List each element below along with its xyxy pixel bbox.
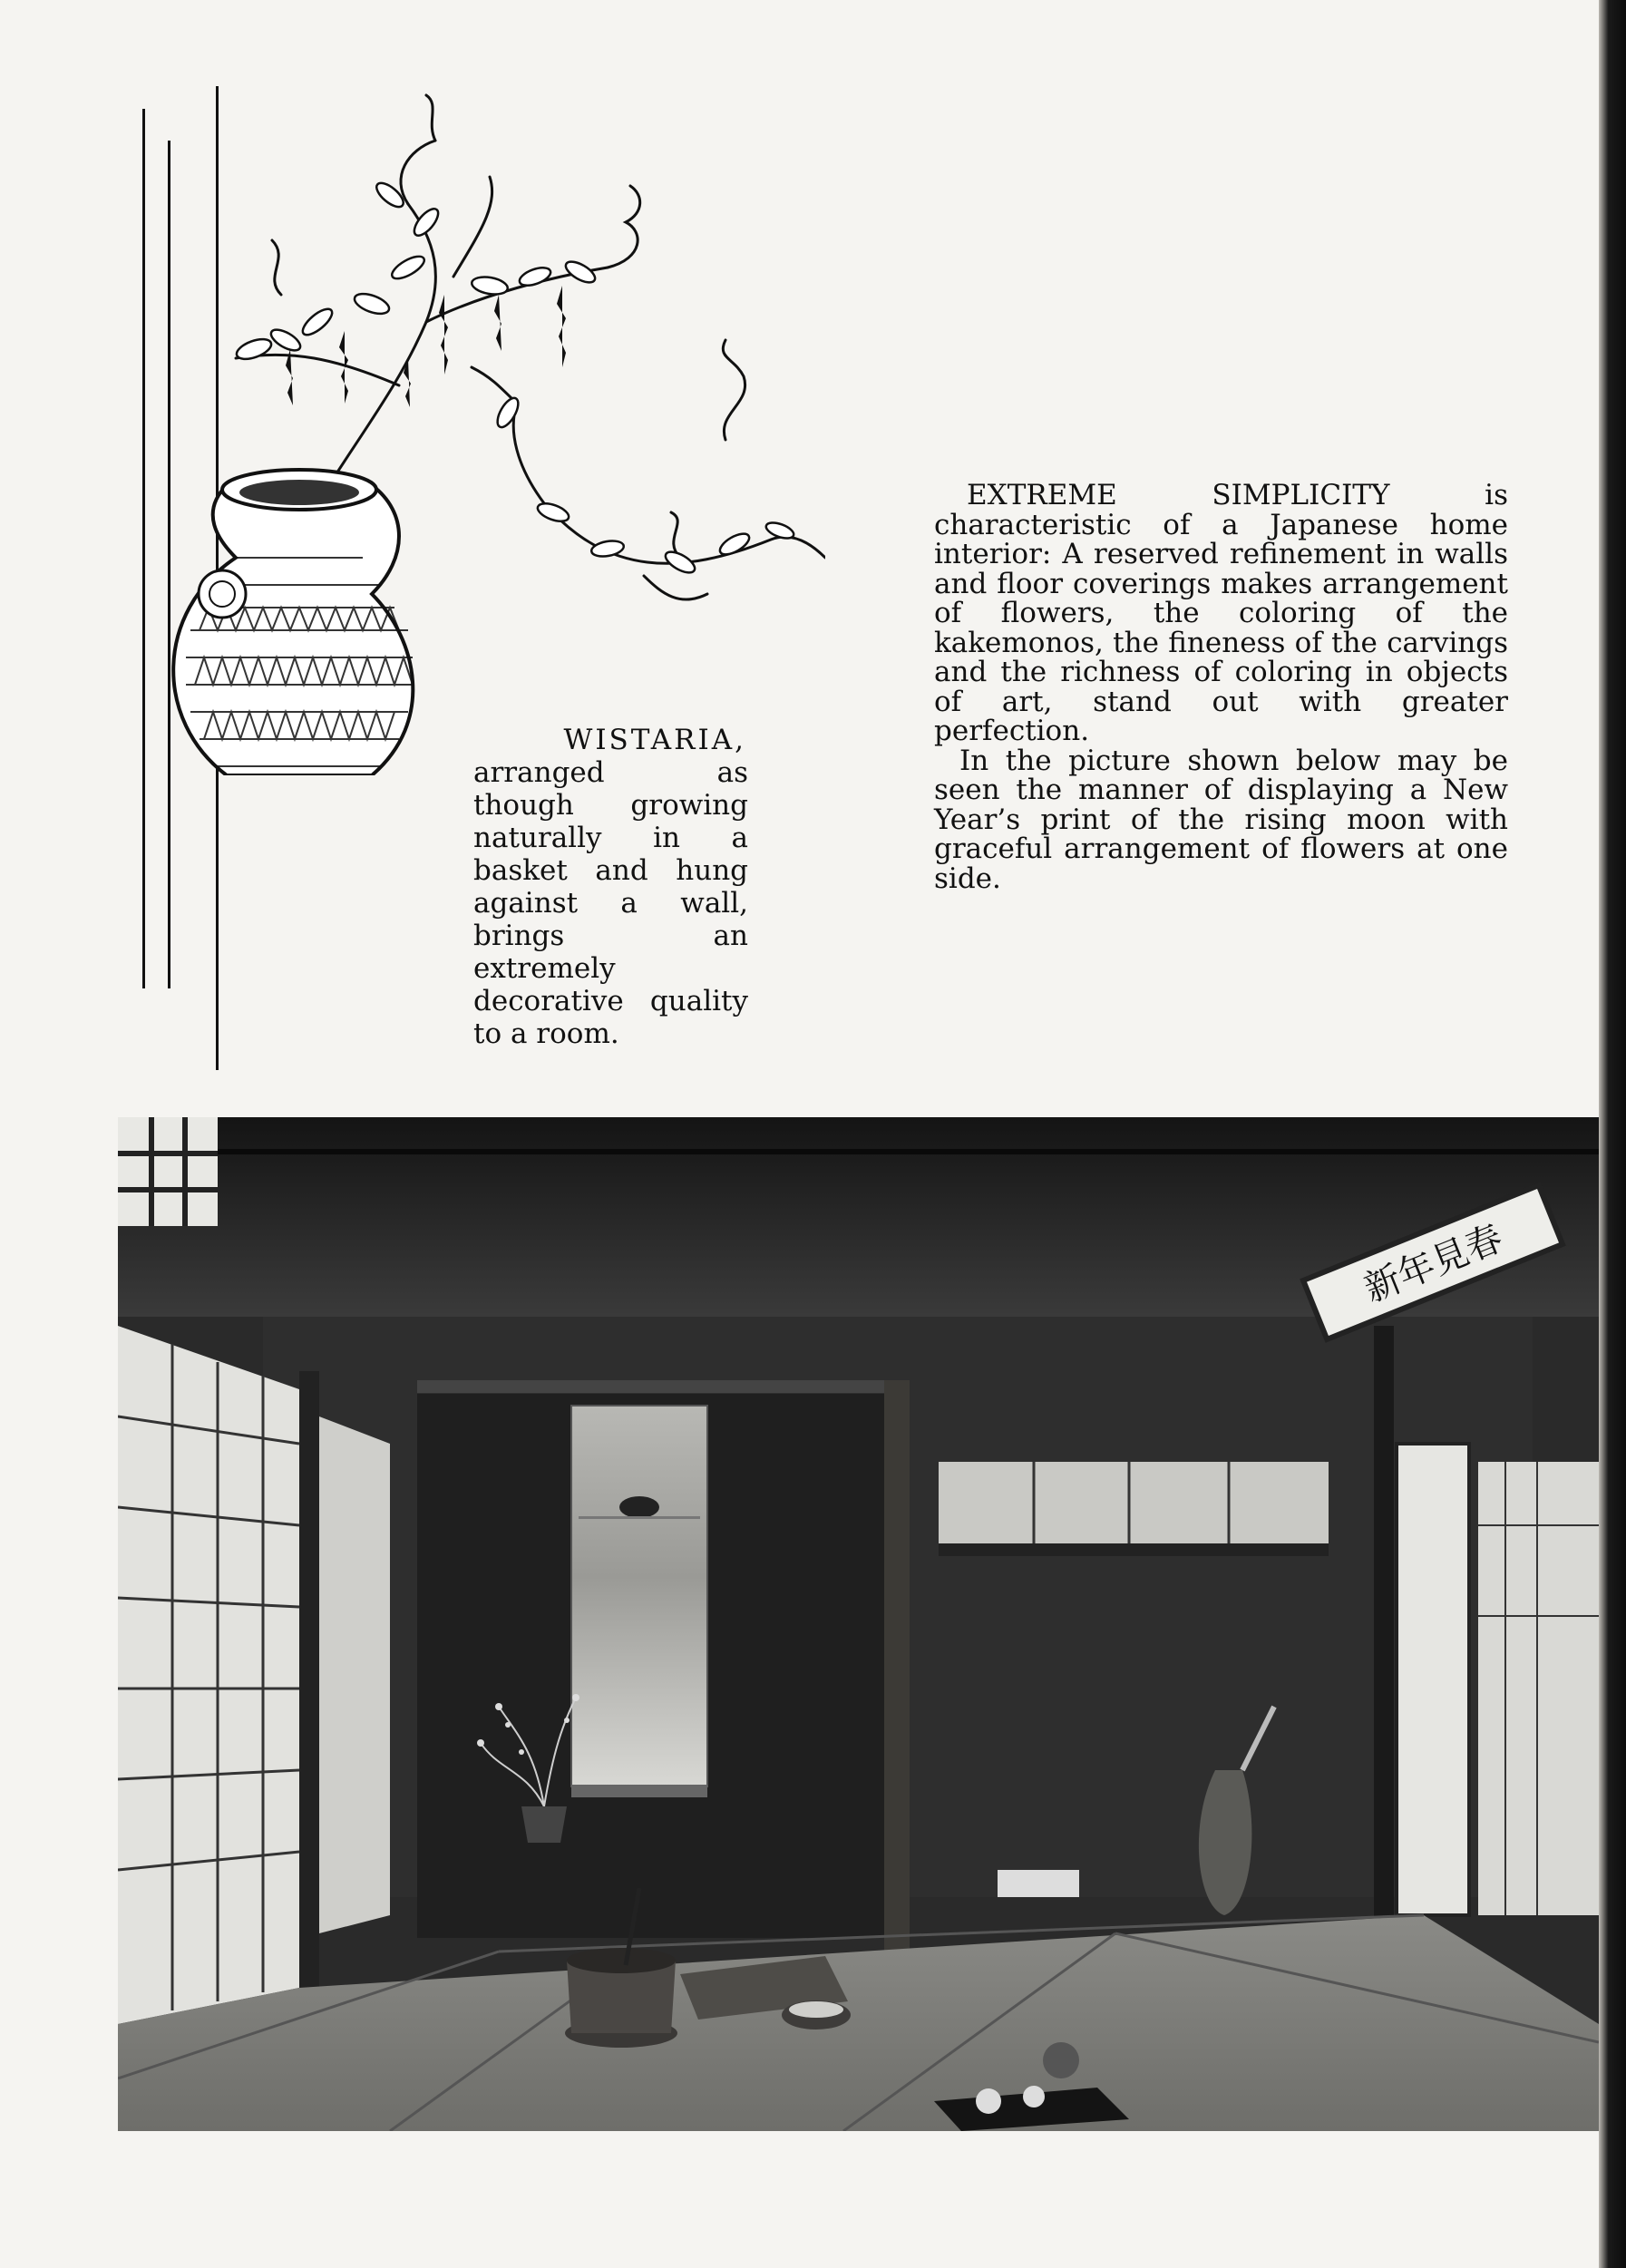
wistaria-caption-body: arranged as though growing naturally in a basket and hung against a wall, brings an extremely decorative quality to a room. xyxy=(473,756,748,1050)
simplicity-lead: EXTREME SIMPLICITY xyxy=(967,479,1390,511)
wistaria-caption-lead: WISTARIA, xyxy=(563,724,746,756)
simplicity-caption xyxy=(934,481,1508,893)
simplicity-paragraph-1 xyxy=(934,481,1508,746)
calligraphy-plaque-text: 新年見春 xyxy=(1358,1217,1509,1311)
wistaria-caption xyxy=(473,724,748,1050)
interior-photograph xyxy=(118,1117,1599,2131)
wistaria-basket-illustration xyxy=(136,86,825,775)
simplicity-paragraph-2: In the picture shown below may be seen the manner of displaying a New Year’s print of the rising moon with graceful arrangement of flowers at one side. xyxy=(934,744,1508,895)
page-spine-edge xyxy=(1599,0,1626,2268)
simplicity-paragraph-1-rest: is characteristic of a Japanese home interior: A reserved refinement in walls and floor coverings makes arrangement of flowers, the coloring of the kakemonos, the fineness of the carvings and the richness of coloring in objects of art, stand out with greater perfection. xyxy=(934,479,1508,747)
